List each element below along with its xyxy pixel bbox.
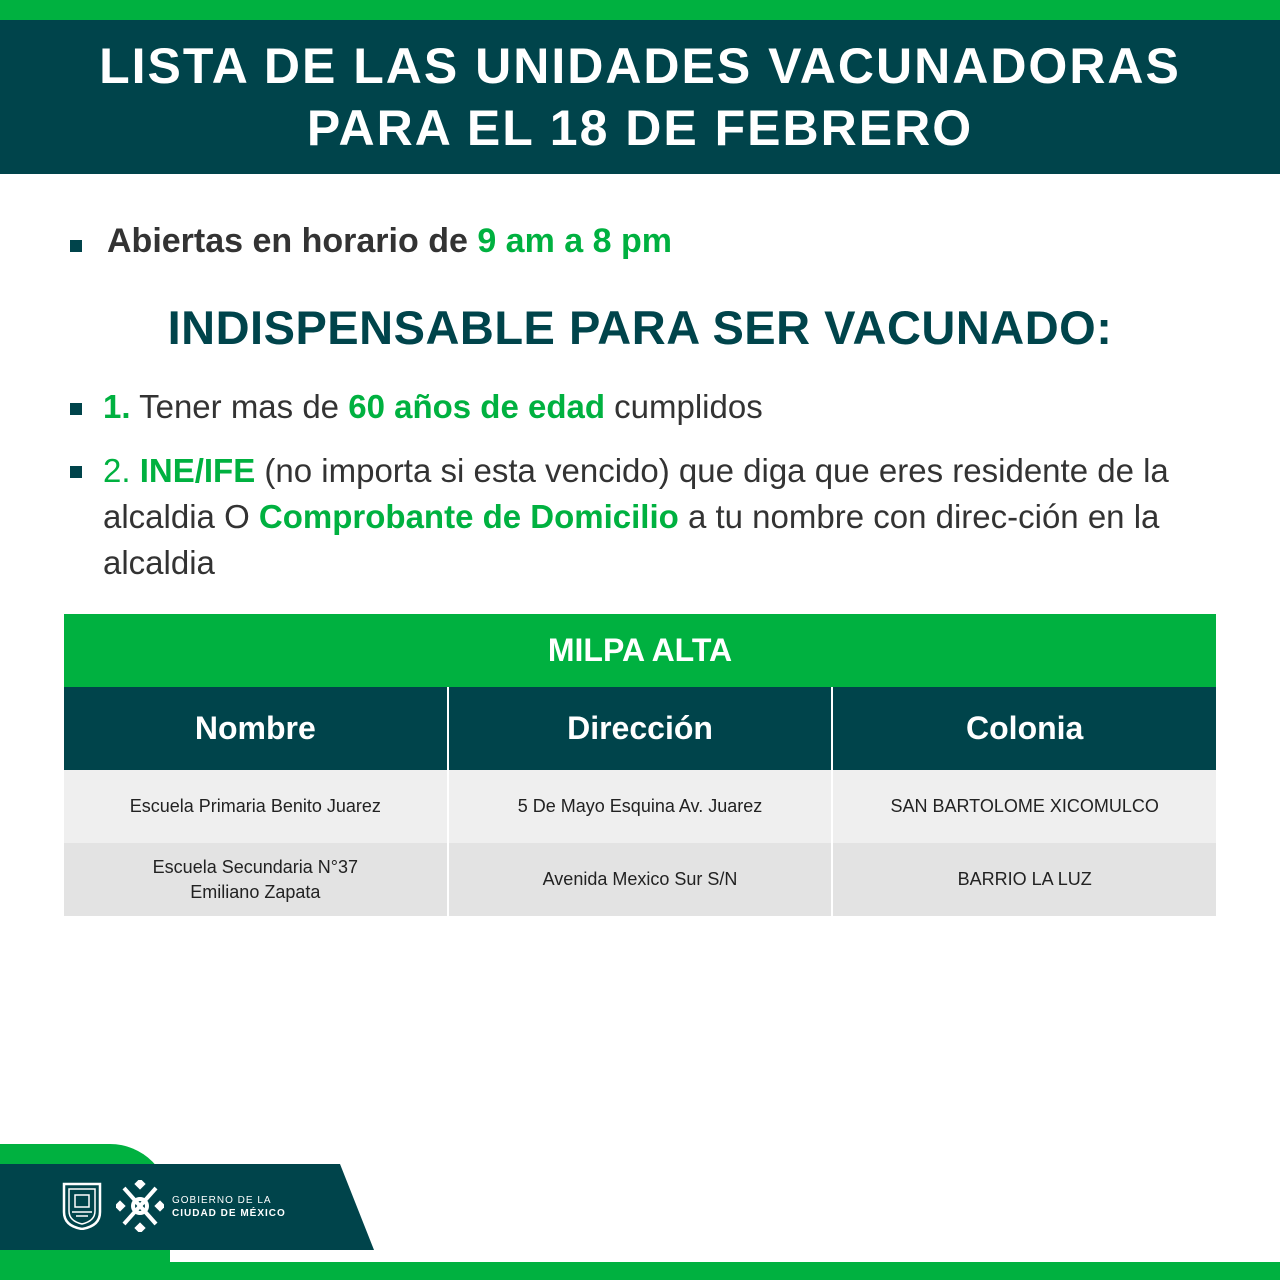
requirement-1: [103, 384, 763, 430]
title-line-1: LISTA DE LAS UNIDADES VACUNADORAS: [99, 38, 1181, 94]
req1-text-a: Tener mas de: [130, 388, 349, 425]
vaccination-units-table: [64, 614, 1216, 916]
req1-text-b: cumplidos: [604, 388, 763, 425]
req1-highlight: 60 años de edad: [348, 388, 605, 425]
req2-number: 2.: [103, 452, 140, 489]
table-header-row: [64, 687, 1216, 770]
bullet-square-icon: [70, 240, 82, 252]
cell-direccion: Avenida Mexico Sur S/N: [447, 843, 832, 916]
region-header: MILPA ALTA: [64, 614, 1216, 687]
title-line-2: PARA EL 18 DE FEBRERO: [306, 100, 974, 156]
req2-highlight-1: INE/IFE: [139, 452, 256, 489]
hours-prefix: Abiertas en horario de: [107, 222, 478, 260]
req2-text-a: (no importa si esta vencido) que diga que eres residente de la alcaldia O: [103, 452, 1169, 535]
hours-time: 9 am a 8 pm: [477, 222, 672, 260]
cell-colonia: BARRIO LA LUZ: [831, 843, 1216, 916]
footer-bar: [0, 1262, 1280, 1280]
table-row: [64, 843, 1216, 916]
cell-direccion: 5 De Mayo Esquina Av. Juarez: [447, 770, 832, 843]
column-header-colonia: Colonia: [831, 687, 1216, 770]
req2-text-b: a tu nombre con direc-ción en la alcaldia: [103, 498, 1160, 581]
coat-of-arms-icon: [62, 1182, 102, 1230]
top-stripe: [0, 0, 1280, 20]
req1-number: 1.: [103, 388, 131, 425]
cdmx-logo-icon: [116, 1180, 164, 1232]
requirement-2: [103, 448, 1203, 586]
bullet-square-icon: [70, 403, 82, 415]
table-row: [64, 770, 1216, 843]
column-header-nombre: Nombre: [64, 687, 447, 770]
column-header-direccion: Dirección: [447, 687, 832, 770]
cell-nombre-line: Emiliano Zapata: [190, 881, 321, 902]
cell-nombre-line: Escuela Primaria Benito Juarez: [129, 796, 381, 816]
bullet-square-icon: [70, 466, 82, 478]
government-wordmark: [172, 1194, 286, 1220]
cell-nombre: [64, 843, 447, 916]
hours-text: [107, 222, 672, 261]
gov-line-1: GOBIERNO DE LA: [172, 1195, 272, 1206]
requirements-title: INDISPENSABLE PARA SER VACUNADO:: [167, 301, 1113, 354]
cell-nombre-line: Escuela Secundaria N°37: [152, 856, 358, 877]
header-banner: [0, 20, 1280, 174]
cell-nombre: [64, 770, 447, 843]
req2-highlight-2: Comprobante de Domicilio: [258, 498, 679, 535]
cell-colonia: SAN BARTOLOME XICOMULCO: [831, 770, 1216, 843]
gov-line-2: CIUDAD DE MÉXICO: [172, 1208, 286, 1219]
